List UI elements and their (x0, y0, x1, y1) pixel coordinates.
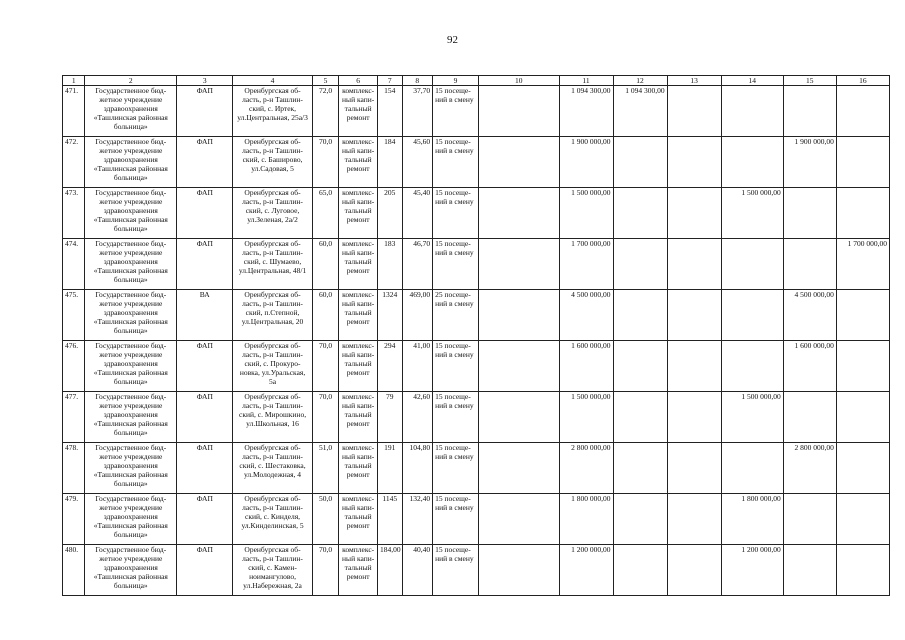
amount-total-cell: 1 500 000,00 (559, 392, 613, 443)
address-cell: Оренбургская об- ласть, р-н Ташлин- ский, с. Иртек, ул.Центральная, 25а/3 (233, 86, 313, 137)
register-table (62, 75, 890, 596)
amount-cell-14: 1 500 000,00 (721, 392, 783, 443)
table-row (63, 392, 890, 443)
facility-type-cell: ФАП (177, 86, 233, 137)
amount-cell-15 (783, 188, 836, 239)
table-row (63, 239, 890, 290)
value-cell-8: 104,80 (402, 443, 433, 494)
work-type-cell: комплекс- ный капи- тальный ремонт (339, 545, 378, 596)
amount-cell-15 (783, 545, 836, 596)
amount-cell-16 (836, 86, 889, 137)
amount-cell-14 (721, 239, 783, 290)
row-number-cell: 480. (63, 545, 85, 596)
amount-cell-14 (721, 341, 783, 392)
row-number-cell: 478. (63, 443, 85, 494)
capacity-cell: 15 посеще- ний в смену (433, 392, 479, 443)
amount-cell-14 (721, 290, 783, 341)
address-cell: Оренбургская об- ласть, р-н Ташлин- ский, с. Прокуро- новка, ул.Уральская, 5а (233, 341, 313, 392)
value-cell-10 (478, 545, 559, 596)
table-row (63, 137, 890, 188)
capacity-cell: 15 посеще- ний в смену (433, 86, 479, 137)
column-number-row (63, 76, 890, 86)
column-number-cell: 11 (559, 76, 613, 86)
area-cell: 51,0 (312, 443, 339, 494)
column-number-cell: 3 (177, 76, 233, 86)
row-number-cell: 476. (63, 341, 85, 392)
column-number-cell: 2 (85, 76, 177, 86)
row-number-cell: 479. (63, 494, 85, 545)
amount-cell-13 (667, 188, 721, 239)
area-cell: 72,0 (312, 86, 339, 137)
amount-cell-12 (613, 443, 667, 494)
amount-total-cell: 1 500 000,00 (559, 188, 613, 239)
value-cell-7: 154 (378, 86, 402, 137)
amount-cell-13 (667, 494, 721, 545)
work-type-cell: комплекс- ный капи- тальный ремонт (339, 341, 378, 392)
area-cell: 60,0 (312, 239, 339, 290)
work-type-cell: комплекс- ный капи- тальный ремонт (339, 188, 378, 239)
row-number-cell: 475. (63, 290, 85, 341)
amount-cell-13 (667, 341, 721, 392)
amount-cell-15 (783, 239, 836, 290)
work-type-cell: комплекс- ный капи- тальный ремонт (339, 392, 378, 443)
amount-total-cell: 1 900 000,00 (559, 137, 613, 188)
address-cell: Оренбургская об- ласть, р-н Ташлин- ский, с. Кинделя, ул.Кинделинская, 5 (233, 494, 313, 545)
value-cell-10 (478, 392, 559, 443)
value-cell-8: 45,40 (402, 188, 433, 239)
facility-type-cell: ФАП (177, 494, 233, 545)
address-cell: Оренбургская об- ласть, р-н Ташлин- ский, с. Шестаковка, ул.Молодежная, 4 (233, 443, 313, 494)
facility-type-cell: ФАП (177, 392, 233, 443)
amount-cell-13 (667, 392, 721, 443)
amount-cell-14 (721, 86, 783, 137)
value-cell-7: 1324 (378, 290, 402, 341)
amount-cell-14: 1 500 000,00 (721, 188, 783, 239)
value-cell-10 (478, 494, 559, 545)
work-type-cell: комплекс- ный капи- тальный ремонт (339, 443, 378, 494)
column-number-cell: 1 (63, 76, 85, 86)
amount-cell-16 (836, 341, 889, 392)
organization-cell: Государственное бюд- жетное учреждение здравоохранения «Ташлинская районная больница» (85, 290, 177, 341)
column-number-cell: 14 (721, 76, 783, 86)
capacity-cell: 15 посеще- ний в смену (433, 443, 479, 494)
column-number-cell: 4 (233, 76, 313, 86)
work-type-cell: комплекс- ный капи- тальный ремонт (339, 137, 378, 188)
area-cell: 70,0 (312, 392, 339, 443)
amount-cell-15 (783, 494, 836, 545)
amount-cell-15: 4 500 000,00 (783, 290, 836, 341)
organization-cell: Государственное бюд- жетное учреждение здравоохранения «Ташлинская районная больница» (85, 188, 177, 239)
page-number: 92 (447, 34, 458, 46)
amount-cell-16 (836, 545, 889, 596)
amount-total-cell: 1 600 000,00 (559, 341, 613, 392)
amount-cell-16: 1 700 000,00 (836, 239, 889, 290)
column-number-cell: 7 (378, 76, 402, 86)
amount-cell-16 (836, 443, 889, 494)
address-cell: Оренбургская об- ласть, р-н Ташлин- ский, с. Шумаево, ул.Центральная, 48/1 (233, 239, 313, 290)
amount-cell-15: 1 600 000,00 (783, 341, 836, 392)
table-row (63, 545, 890, 596)
value-cell-8: 37,70 (402, 86, 433, 137)
organization-cell: Государственное бюд- жетное учреждение здравоохранения «Ташлинская районная больница» (85, 545, 177, 596)
amount-total-cell: 1 800 000,00 (559, 494, 613, 545)
facility-type-cell: ФАП (177, 545, 233, 596)
amount-cell-13 (667, 290, 721, 341)
table-row (63, 494, 890, 545)
column-number-cell: 9 (433, 76, 479, 86)
amount-cell-12 (613, 239, 667, 290)
column-number-cell: 5 (312, 76, 339, 86)
amount-cell-15 (783, 86, 836, 137)
capacity-cell: 15 посеще- ний в смену (433, 188, 479, 239)
value-cell-7: 191 (378, 443, 402, 494)
column-number-cell: 15 (783, 76, 836, 86)
value-cell-10 (478, 86, 559, 137)
amount-cell-12 (613, 494, 667, 545)
amount-cell-13 (667, 137, 721, 188)
amount-cell-15: 2 800 000,00 (783, 443, 836, 494)
capacity-cell: 15 посеще- ний в смену (433, 137, 479, 188)
work-type-cell: комплекс- ный капи- тальный ремонт (339, 239, 378, 290)
column-number-cell: 8 (402, 76, 433, 86)
organization-cell: Государственное бюд- жетное учреждение здравоохранения «Ташлинская районная больница» (85, 341, 177, 392)
value-cell-8: 41,00 (402, 341, 433, 392)
value-cell-8: 42,60 (402, 392, 433, 443)
column-number-cell: 13 (667, 76, 721, 86)
area-cell: 65,0 (312, 188, 339, 239)
amount-cell-16 (836, 188, 889, 239)
amount-cell-12 (613, 341, 667, 392)
facility-type-cell: ВА (177, 290, 233, 341)
area-cell: 50,0 (312, 494, 339, 545)
value-cell-8: 40,40 (402, 545, 433, 596)
organization-cell: Государственное бюд- жетное учреждение здравоохранения «Ташлинская районная больница» (85, 86, 177, 137)
amount-cell-15: 1 900 000,00 (783, 137, 836, 188)
row-number-cell: 472. (63, 137, 85, 188)
amount-cell-16 (836, 137, 889, 188)
area-cell: 70,0 (312, 545, 339, 596)
work-type-cell: комплекс- ный капи- тальный ремонт (339, 86, 378, 137)
amount-cell-13 (667, 545, 721, 596)
row-number-cell: 477. (63, 392, 85, 443)
value-cell-8: 132,40 (402, 494, 433, 545)
amount-cell-14: 1 200 000,00 (721, 545, 783, 596)
column-number-cell: 10 (478, 76, 559, 86)
column-number-cell: 12 (613, 76, 667, 86)
organization-cell: Государственное бюд- жетное учреждение здравоохранения «Ташлинская районная больница» (85, 443, 177, 494)
value-cell-10 (478, 137, 559, 188)
value-cell-7: 79 (378, 392, 402, 443)
amount-total-cell: 4 500 000,00 (559, 290, 613, 341)
organization-cell: Государственное бюд- жетное учреждение здравоохранения «Ташлинская районная больница» (85, 239, 177, 290)
row-number-cell: 474. (63, 239, 85, 290)
capacity-cell: 15 посеще- ний в смену (433, 239, 479, 290)
value-cell-8: 469,00 (402, 290, 433, 341)
amount-total-cell: 1 094 300,00 (559, 86, 613, 137)
work-type-cell: комплекс- ный капи- тальный ремонт (339, 494, 378, 545)
amount-cell-13 (667, 86, 721, 137)
amount-cell-12 (613, 545, 667, 596)
amount-cell-14: 1 800 000,00 (721, 494, 783, 545)
table-row (63, 188, 890, 239)
organization-cell: Государственное бюд- жетное учреждение здравоохранения «Ташлинская районная больница» (85, 137, 177, 188)
capacity-cell: 15 посеще- ний в смену (433, 545, 479, 596)
address-cell: Оренбургская об- ласть, р-н Ташлин- ский, с. Мирошкино, ул.Школьная, 16 (233, 392, 313, 443)
amount-cell-13 (667, 443, 721, 494)
value-cell-8: 46,70 (402, 239, 433, 290)
amount-total-cell: 1 200 000,00 (559, 545, 613, 596)
amount-cell-15 (783, 392, 836, 443)
address-cell: Оренбургская об- ласть, р-н Ташлин- ский, с. Баширово, ул.Садовая, 5 (233, 137, 313, 188)
amount-cell-12 (613, 392, 667, 443)
amount-cell-13 (667, 239, 721, 290)
address-cell: Оренбургская об- ласть, р-н Ташлин- ский, с. Камен- ноимангулово, ул.Набережная, 2а (233, 545, 313, 596)
table-row (63, 290, 890, 341)
value-cell-10 (478, 290, 559, 341)
address-cell: Оренбургская об- ласть, р-н Ташлин- ский, п.Степной, ул.Центральная, 20 (233, 290, 313, 341)
amount-cell-12: 1 094 300,00 (613, 86, 667, 137)
organization-cell: Государственное бюд- жетное учреждение здравоохранения «Ташлинская районная больница» (85, 392, 177, 443)
facility-type-cell: ФАП (177, 341, 233, 392)
capacity-cell: 25 посеще- ний в смену (433, 290, 479, 341)
value-cell-10 (478, 239, 559, 290)
value-cell-10 (478, 341, 559, 392)
amount-cell-12 (613, 188, 667, 239)
amount-cell-14 (721, 137, 783, 188)
value-cell-8: 45,60 (402, 137, 433, 188)
amount-cell-16 (836, 392, 889, 443)
value-cell-10 (478, 443, 559, 494)
value-cell-7: 294 (378, 341, 402, 392)
facility-type-cell: ФАП (177, 137, 233, 188)
address-cell: Оренбургская об- ласть, р-н Ташлин- ский, с. Луговое, ул.Зеленая, 2а/2 (233, 188, 313, 239)
facility-type-cell: ФАП (177, 188, 233, 239)
table-row (63, 86, 890, 137)
amount-cell-16 (836, 290, 889, 341)
amount-cell-12 (613, 137, 667, 188)
value-cell-7: 183 (378, 239, 402, 290)
capacity-cell: 15 посеще- ний в смену (433, 494, 479, 545)
facility-type-cell: ФАП (177, 443, 233, 494)
table-row (63, 443, 890, 494)
amount-total-cell: 1 700 000,00 (559, 239, 613, 290)
value-cell-7: 205 (378, 188, 402, 239)
value-cell-7: 1145 (378, 494, 402, 545)
table-row (63, 341, 890, 392)
amount-cell-12 (613, 290, 667, 341)
work-type-cell: комплекс- ный капи- тальный ремонт (339, 290, 378, 341)
amount-cell-14 (721, 443, 783, 494)
amount-cell-16 (836, 494, 889, 545)
row-number-cell: 473. (63, 188, 85, 239)
area-cell: 70,0 (312, 341, 339, 392)
area-cell: 60,0 (312, 290, 339, 341)
value-cell-10 (478, 188, 559, 239)
capacity-cell: 15 посеще- ний в смену (433, 341, 479, 392)
value-cell-7: 184 (378, 137, 402, 188)
facility-type-cell: ФАП (177, 239, 233, 290)
organization-cell: Государственное бюд- жетное учреждение здравоохранения «Ташлинская районная больница» (85, 494, 177, 545)
value-cell-7: 184,00 (378, 545, 402, 596)
area-cell: 70,0 (312, 137, 339, 188)
amount-total-cell: 2 800 000,00 (559, 443, 613, 494)
row-number-cell: 471. (63, 86, 85, 137)
column-number-cell: 6 (339, 76, 378, 86)
column-number-cell: 16 (836, 76, 889, 86)
table-body (63, 76, 890, 596)
